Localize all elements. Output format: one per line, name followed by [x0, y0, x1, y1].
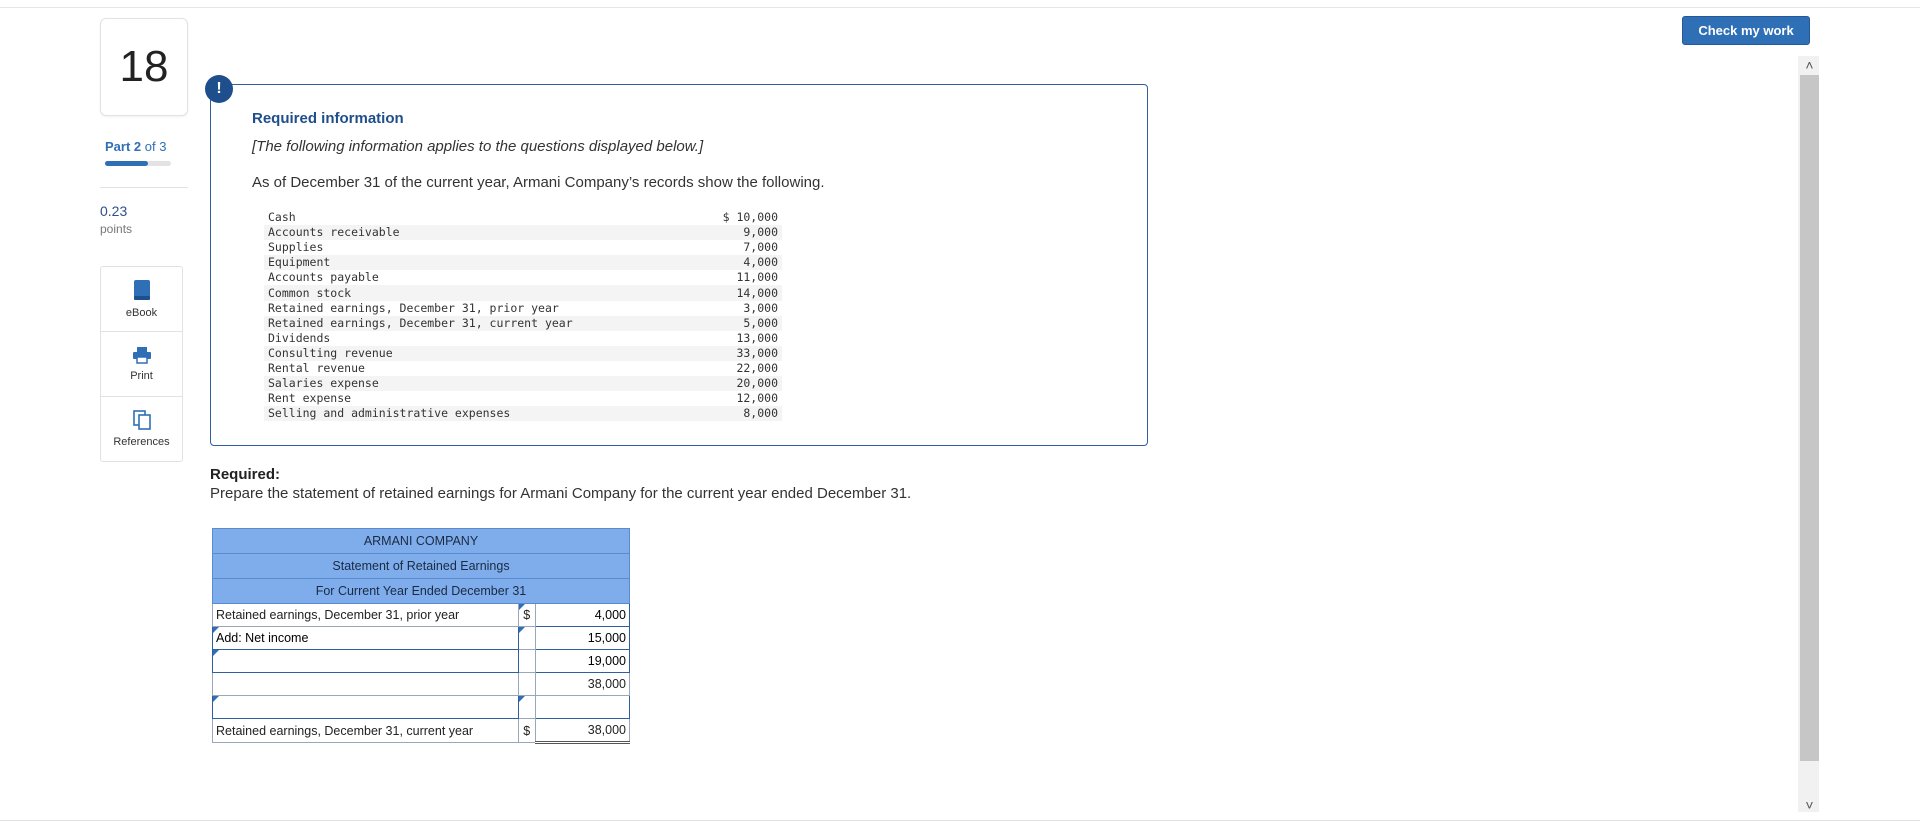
statement-header-row [213, 554, 630, 579]
statement-period: For Current Year Ended December 31 [213, 579, 630, 604]
currency-symbol [518, 627, 535, 650]
account-amount: 4,000 [684, 255, 782, 270]
table-row [213, 719, 630, 743]
table-row [213, 696, 630, 719]
amount-cell[interactable] [535, 627, 629, 650]
table-row [264, 361, 782, 376]
print-label: Print [130, 370, 153, 382]
account-name: Cash [268, 210, 296, 225]
required-info-intro: As of December 31 of the current year, Armani Company’s records show the following. [252, 174, 825, 191]
account-name: Accounts receivable [264, 225, 684, 240]
amount-value: 38,000 [535, 719, 629, 743]
account-name: Equipment [264, 255, 684, 270]
table-row [264, 316, 782, 331]
line-label: Retained earnings, December 31, prior year [213, 604, 519, 627]
alert-icon: ! [205, 75, 233, 103]
points-value: 0.23 [100, 203, 128, 219]
tools-panel [100, 266, 183, 462]
account-amount: 3,000 [743, 300, 778, 315]
required-text: Prepare the statement of retained earnings for Armani Company for the current year ended December 31. [210, 485, 912, 502]
account-name: Retained earnings, December 31, prior year [268, 300, 559, 315]
table-row [264, 240, 782, 255]
account-name: Salaries expense [264, 376, 684, 391]
part-progress-fill [105, 161, 148, 166]
amount-cell[interactable] [535, 650, 629, 673]
currency-symbol: $ [518, 719, 535, 743]
scroll-up-icon[interactable]: ˄ [1805, 57, 1814, 73]
account-amount: $ 10,000 [722, 210, 778, 225]
part-of: of 3 [144, 139, 167, 154]
table-row [213, 650, 630, 673]
dropdown-marker-icon [519, 627, 525, 633]
scroll-down-icon[interactable]: ˅ [1805, 797, 1814, 813]
table-row [264, 346, 782, 361]
table-row [213, 604, 630, 627]
table-row [264, 406, 782, 421]
table-row [264, 285, 782, 300]
statement-of-retained-earnings [212, 528, 630, 744]
account-amount: 9,000 [684, 225, 782, 240]
account-amount: 13,000 [736, 330, 778, 345]
amount-cell[interactable] [535, 604, 629, 627]
amount-cell[interactable] [535, 696, 629, 719]
bottom-divider [0, 820, 1920, 821]
ebook-button[interactable] [101, 267, 182, 332]
part-progress-bar [105, 161, 171, 166]
references-button[interactable] [101, 397, 182, 461]
table-row [264, 255, 782, 270]
required-info-note: [The following information applies to the questions displayed below.] [252, 138, 704, 155]
account-name: Rental revenue [268, 360, 365, 375]
line-label-cell[interactable] [213, 650, 519, 673]
table-row [213, 673, 630, 696]
amount-input[interactable] [539, 608, 626, 622]
line-label-input[interactable] [216, 631, 515, 645]
currency-symbol [518, 673, 535, 696]
account-amount: 7,000 [743, 240, 778, 255]
question-number: 18 [100, 18, 188, 116]
line-label: Retained earnings, December 31, current year [213, 719, 519, 743]
currency-symbol [518, 696, 535, 719]
table-row [213, 627, 630, 650]
account-amount: 8,000 [684, 406, 782, 421]
dropdown-marker-icon [519, 604, 525, 610]
account-amount: 14,000 [684, 285, 782, 300]
references-icon [133, 410, 151, 430]
scrollbar-thumb[interactable] [1800, 75, 1819, 761]
account-name: Dividends [268, 330, 331, 345]
account-name: Supplies [268, 240, 324, 255]
line-label-input[interactable] [216, 700, 515, 714]
account-amount: 33,000 [684, 346, 782, 361]
dropdown-marker-icon [213, 650, 219, 656]
account-name: Consulting revenue [264, 346, 684, 361]
ebook-label: eBook [125, 307, 158, 319]
account-name: Rent expense [268, 391, 352, 406]
points-label: points [100, 222, 133, 236]
statement-header-row [213, 529, 630, 554]
account-name: Retained earnings, December 31, current year [264, 316, 684, 331]
amount-input[interactable] [539, 631, 626, 645]
account-name: Accounts payable [268, 270, 379, 285]
currency-symbol [518, 650, 535, 673]
part-label: Part 2 [105, 139, 142, 154]
table-row [264, 391, 782, 406]
currency-symbol: $ [518, 604, 535, 627]
table-row [264, 301, 782, 316]
amount-input[interactable] [539, 700, 626, 714]
table-row [264, 210, 782, 225]
account-amount: 22,000 [736, 360, 778, 375]
table-row [264, 376, 782, 391]
references-label: References [113, 436, 170, 448]
top-divider [0, 7, 1920, 8]
line-label-input[interactable] [216, 654, 515, 668]
amount-input[interactable] [539, 654, 626, 668]
account-name: Selling and administrative expenses [264, 406, 684, 421]
check-my-work-button[interactable]: Check my work [1682, 16, 1810, 45]
part-indicator [105, 139, 166, 154]
account-balances-table [264, 210, 782, 421]
dropdown-marker-icon [213, 627, 219, 633]
table-row [264, 331, 782, 346]
line-label [213, 673, 519, 696]
account-amount: 12,000 [736, 391, 778, 406]
line-label-cell[interactable] [213, 627, 519, 650]
amount-value: 38,000 [535, 673, 629, 696]
statement-company: ARMANI COMPANY [213, 529, 630, 554]
account-amount: 5,000 [684, 316, 782, 331]
print-button[interactable] [101, 332, 182, 397]
account-name: Common stock [264, 285, 684, 300]
left-divider [100, 187, 188, 188]
account-amount: 20,000 [684, 376, 782, 391]
dropdown-marker-icon [213, 696, 219, 702]
table-row [264, 225, 782, 240]
required-info-title: Required information [252, 110, 404, 127]
required-heading: Required: [210, 466, 281, 483]
line-label-cell[interactable] [213, 696, 519, 719]
book-icon [133, 279, 151, 301]
table-row [264, 270, 782, 285]
statement-header-row [213, 579, 630, 604]
printer-icon [132, 346, 152, 364]
account-amount: 11,000 [736, 270, 778, 285]
statement-title: Statement of Retained Earnings [213, 554, 630, 579]
dropdown-marker-icon [519, 696, 525, 702]
